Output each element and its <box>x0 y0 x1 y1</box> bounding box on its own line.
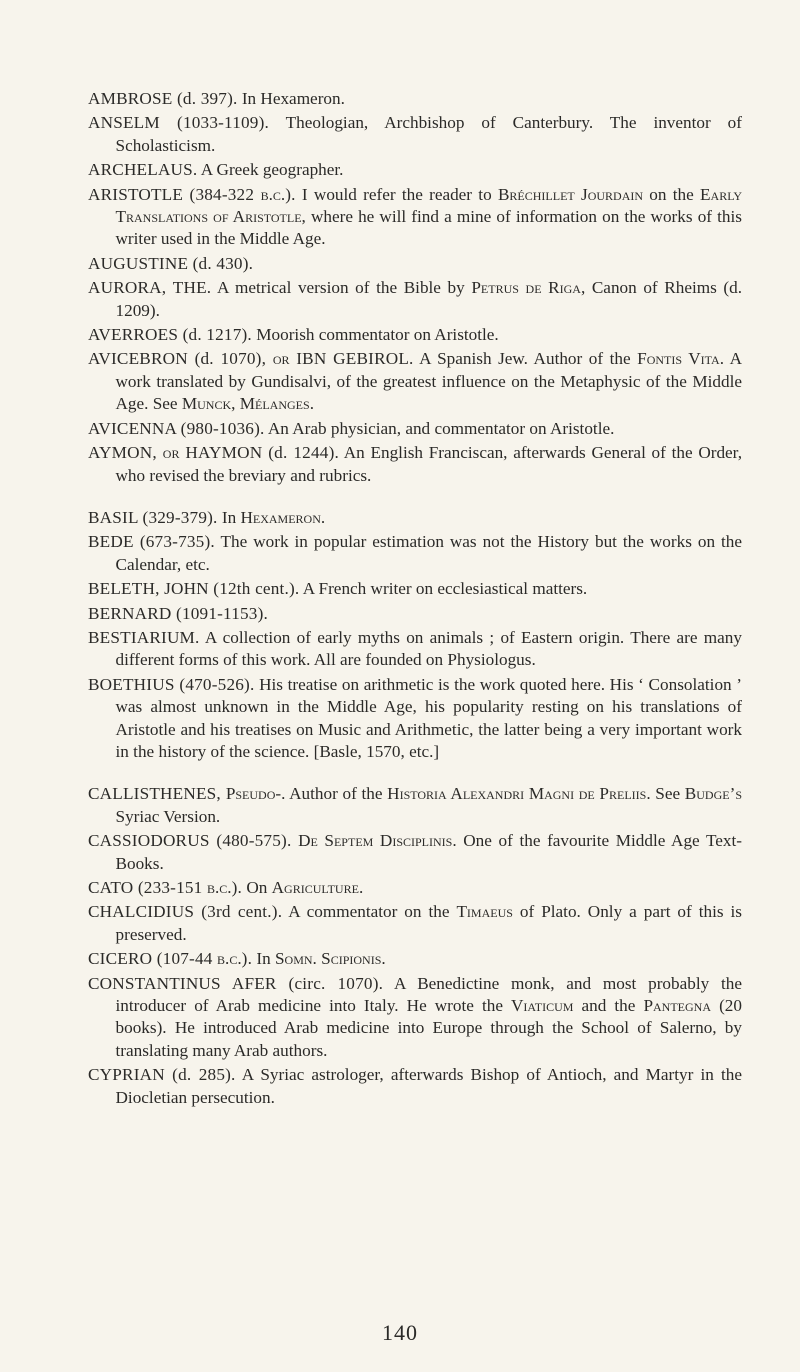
glossary-entry <box>88 877 742 899</box>
entry-heading: CYPRIAN (d. 285). <box>88 1065 236 1085</box>
entry-text: On <box>242 878 272 897</box>
glossary-entries <box>88 88 742 1109</box>
entry-text: In <box>217 507 241 527</box>
entry-heading: ARISTOTLE (384-322 <box>88 184 261 204</box>
entry-heading: CALLISTHENES, <box>88 784 226 804</box>
small-caps-text: Early Translations of Aristotle <box>115 184 742 227</box>
entry-text: . See <box>646 784 685 804</box>
glossary-entry <box>88 578 742 600</box>
entry-heading: AMBROSE (d. 397). <box>88 89 238 108</box>
entry-heading: AURORA, THE. <box>88 278 212 298</box>
entry-text: In Hexameron. <box>237 89 345 108</box>
entry-text: An English Franciscan, afterwards General of the Order, who revised the breviary and rubrics. <box>115 443 743 485</box>
entry-heading: BESTIARIUM. <box>88 627 200 647</box>
glossary-entry <box>88 830 742 875</box>
section-gap <box>88 489 742 507</box>
entry-text: Syriac Version. <box>115 806 221 826</box>
entry-heading: HAYMON (d. 1244). <box>179 443 339 463</box>
entry-heading: BERNARD (1091-1153). <box>88 603 269 623</box>
small-caps-text: b.c. <box>206 878 232 897</box>
entry-heading: ). <box>241 949 253 969</box>
small-caps-text: Budge’s <box>684 784 742 804</box>
glossary-entry <box>88 418 742 440</box>
entry-text: Moorish commentator on Aristotle. <box>251 325 499 345</box>
entry-text: . <box>358 878 364 897</box>
small-caps-text: Petrus de Riga <box>471 278 581 298</box>
entry-text: A French writer on ecclesiastical matters. <box>299 579 588 599</box>
entry-text: Theologian, Archbishop of Canterbury. The inventor of Scholasticism. <box>115 113 742 155</box>
small-caps-text: Hexameron. <box>240 507 326 527</box>
entry-heading: AYMON, <box>88 443 163 463</box>
small-caps-text: Munck, Mélanges <box>181 394 310 414</box>
glossary-entry <box>88 277 742 322</box>
glossary-entry <box>88 324 742 346</box>
glossary-entry <box>88 348 742 415</box>
entry-heading: AUGUSTINE (d. 430). <box>88 253 254 273</box>
entry-heading: AVICEBRON (d. 1070), <box>88 349 273 369</box>
entry-heading: CHALCIDIUS (3rd cent.). <box>88 902 283 922</box>
small-caps-text: Historia Alexandri Magni de Preliis <box>387 784 647 804</box>
glossary-entry <box>88 507 742 529</box>
entry-text: A Greek geographer. <box>197 160 344 180</box>
entry-text: , where he will find a mine of information on the works of this writer used in the Middle Age. <box>115 207 742 249</box>
small-caps-text: Agriculture <box>271 878 359 897</box>
entry-text: , Canon of Rheims (d. 1209). <box>115 278 743 320</box>
small-caps-text: Viaticum <box>511 996 574 1016</box>
glossary-entry <box>88 159 742 181</box>
glossary-entry <box>88 184 742 251</box>
small-caps-text: Pantegna <box>643 996 712 1016</box>
entry-heading: ). <box>285 184 296 204</box>
entry-heading: ). <box>231 878 243 897</box>
entry-text: An Arab physician, and commentator on Aristotle. <box>264 418 615 438</box>
small-caps-text: Bréchillet Jourdain <box>497 184 644 204</box>
entry-text: A Syriac astrologer, afterwards Bishop of Antioch, and Martyr in the Diocletian persecution. <box>115 1065 742 1107</box>
glossary-entry <box>88 948 742 970</box>
entry-text: on the <box>643 184 701 204</box>
entry-heading: ARCHELAUS. <box>88 160 198 180</box>
glossary-entry <box>88 88 742 110</box>
entry-heading: ANSELM (1033-1109). <box>88 113 269 133</box>
glossary-entry <box>88 1064 742 1109</box>
entry-text: . <box>381 949 386 969</box>
glossary-entry <box>88 627 742 672</box>
entry-heading: CONSTANTINUS AFER (circ. 1070). <box>88 973 384 993</box>
small-caps-text: Timaeus <box>456 902 513 922</box>
small-caps-text: b.c. <box>260 184 286 204</box>
entry-heading: BASIL (329-379). <box>88 507 218 527</box>
section-gap <box>88 765 742 783</box>
glossary-entry <box>88 531 742 576</box>
entry-heading: CASSIODORUS (480-575). <box>88 831 292 851</box>
entry-heading: BELETH, JOHN (12th cent.). <box>88 579 300 599</box>
entry-text: and the <box>573 996 644 1016</box>
small-caps-text: b.c. <box>217 949 242 969</box>
entry-heading: BOETHIUS (470-526). <box>88 674 255 694</box>
entry-text: . <box>309 394 314 414</box>
small-caps-text: Somn. Scipionis <box>275 949 382 969</box>
entry-text: . One of the favourite Middle Age Text-Books. <box>115 831 743 873</box>
small-caps-text: De Septem Disciplinis <box>298 831 453 851</box>
glossary-entry <box>88 674 742 764</box>
entry-text: A Spanish Jew. Author of the <box>413 349 638 369</box>
glossary-entry <box>88 901 742 946</box>
entry-text: A metrical version of the Bible by <box>211 278 472 298</box>
entry-text: . Author of the <box>281 784 388 804</box>
glossary-entry <box>88 253 742 275</box>
entry-heading: AVICENNA (980-1036). <box>88 418 265 438</box>
page-number: 140 <box>382 1320 418 1345</box>
glossary-entry <box>88 112 742 157</box>
entry-heading: IBN GEBIROL. <box>289 349 414 369</box>
entry-text: A collection of early myths on animals ; of Eastern origin. There are many different forms of this work. All are founded on Physiologus. <box>115 627 742 670</box>
entry-text: (20 books). He introduced Arab medicine into Europe through the School of Salerno, by translating many Arab authors. <box>115 996 742 1060</box>
glossary-entry <box>88 973 742 1063</box>
entry-heading: CICERO (107-44 <box>88 949 218 969</box>
glossary-entry <box>88 783 742 828</box>
glossary-entry <box>88 603 742 625</box>
entry-text: His treatise on arithmetic is the work quoted here. His ‘ Consolation ’ was almost unknown in the Middle Age, his popularity resting on his translations of Aristotle and his treatises on Music and Arithmetic, the latter being a very important work in the history of the science. [Basle, 1570, etc.] <box>115 674 742 761</box>
entry-text: of Plato. Only a part of this is preserved. <box>115 902 742 944</box>
entry-heading: AVERROES (d. 1217). <box>88 325 252 345</box>
entry-text: I would refer the reader to <box>295 184 498 204</box>
entry-text: The work in popular estimation was not the History but the works on the Calendar, etc. <box>115 532 742 574</box>
entry-heading: CATO (233-151 <box>88 878 207 897</box>
small-caps-text: or <box>272 349 290 369</box>
entry-text: A Benedictine monk, and most probably the introducer of Arab medicine into Italy. He wrote the <box>115 973 742 1016</box>
small-caps-text: Pseudo- <box>225 784 282 804</box>
entry-text: In <box>252 949 275 969</box>
small-caps-text: Fontis Vita <box>637 349 720 369</box>
entry-heading: BEDE (673-735). <box>88 532 215 552</box>
entry-text: . A work translated by Gundisalvi, of the greatest influence on the Metaphysic of the Middle Age. See <box>115 349 743 414</box>
glossary-entry <box>88 442 742 487</box>
small-caps-text: or <box>162 443 180 463</box>
entry-text: A commentator on the <box>282 902 457 922</box>
